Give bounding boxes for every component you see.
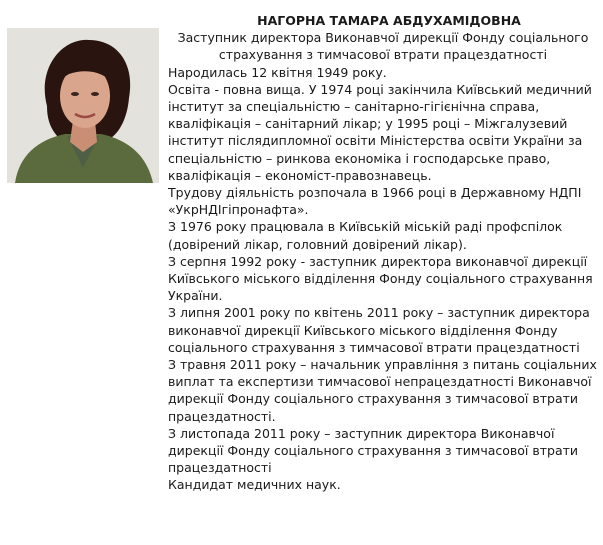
person-name: НАГОРНА ТАМАРА АБДУХАМІДОВНА [257, 13, 521, 28]
bio-paragraph: Народилась 12 квітня 1949 року. [168, 64, 387, 80]
bio-paragraph: З липня 2001 року по квітень 2011 року – заступник директора виконавчої дирекції Київського міського відділення Фонду соціального страхування з тимчасової втрати працездатності [168, 305, 590, 355]
bio-paragraph: Трудову діяльність розпочала в 1966 році в Державному НДПІ «УкрНДІгіпронафта». [168, 185, 582, 218]
bio-paragraph: З серпня 1992 року - заступник директора виконавчої дирекції Київського міського відділення Фонду соціального страхування України. [168, 253, 593, 304]
bio-paragraph: З листопада 2011 року – заступник директора Виконавчої дирекції Фонду соціального страхування з тимчасової втрати працездатності [168, 425, 579, 476]
portrait-photo [7, 28, 159, 183]
bio-paragraph: З 1976 року працювала в Київській міській раді профспілок (довірений лікар, головний довірений лікар). [168, 219, 563, 252]
biography [168, 12, 598, 494]
bio-paragraph: З травня 2011 року – начальник управління з питань соціальних виплат та експертизи тимчасової непрацездатності Виконавчої дирекції Фонду соціального страхування з тимчасової втрати працездатності. [168, 357, 597, 424]
bio-paragraph: Кандидат медичних наук. [168, 477, 341, 493]
person-position: Заступник директора Виконавчої дирекції Фонду соціального страхування з тимчасової втрати працездатності [177, 30, 589, 63]
portrait-illustration [7, 28, 159, 183]
bio-paragraph: Освіта - повна вища. У 1974 році закінчила Київський медичний інститут за спеціальністю – санітарно-гігієнічна справа, кваліфікація – санітарний лікар; у 1995 році – Міжгалузевий інститут післядипломної освіти Міністерства освіти України за спеціальністю – ринкова економіка і господарське право, кваліфікація – економіст-правознавець. [168, 81, 592, 183]
